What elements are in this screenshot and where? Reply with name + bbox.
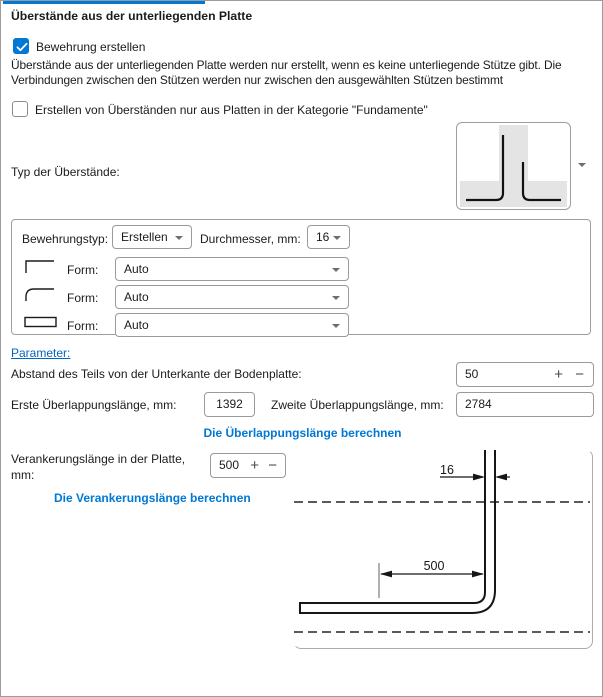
form-value: Auto (124, 290, 149, 304)
form-label: Form: (67, 291, 99, 305)
overhang-type-label: Typ der Überstände: (11, 165, 120, 179)
rebar-settings-group (11, 219, 591, 335)
erste-ueberlappung-label: Erste Überlappungslänge, mm: (11, 398, 177, 412)
chevron-down-icon (175, 236, 183, 240)
chevron-down-icon[interactable] (578, 163, 586, 167)
fundamente-only-checkbox[interactable] (12, 101, 28, 117)
form-label: Form: (67, 319, 99, 333)
active-tab-indicator (3, 1, 205, 4)
zweite-ueberlappung-input[interactable] (456, 392, 594, 417)
rebar-type-value: Erstellen (121, 230, 168, 244)
diameter-dimension-text: 16 (440, 463, 454, 477)
checkmark-icon (14, 39, 28, 55)
decrement-button[interactable]: − (575, 366, 584, 383)
form-select-2[interactable] (115, 285, 349, 309)
diameter-value: 16 (316, 230, 330, 244)
erste-ueberlappung-value: 1392 (216, 397, 243, 411)
abstand-label: Abstand des Teils von der Unterkante der Bodenplatte: (11, 367, 302, 381)
chevron-down-icon (332, 296, 340, 300)
calc-anchor-link[interactable]: Die Verankerungslänge berechnen (54, 491, 251, 505)
form-value: Auto (124, 318, 149, 332)
zweite-ueberlappung-value: 2784 (465, 397, 492, 411)
increment-button[interactable]: + (554, 366, 563, 383)
bewehrung-erstellen-checkbox[interactable] (13, 38, 29, 54)
anchor-length-label-line2: mm: (11, 468, 35, 482)
form-select-1[interactable] (115, 257, 349, 281)
abstand-value: 50 (465, 367, 479, 381)
rebar-anchorage-diagram (294, 450, 592, 648)
rebar-type-label: Bewehrungstyp: (22, 232, 109, 246)
round-bend-bar-icon (25, 288, 55, 302)
anchor-length-label-line1: Verankerungslänge in der Platte, (11, 452, 186, 466)
fundamente-only-label: Erstellen von Überständen nur aus Platten in der Kategorie "Fundamente" (35, 103, 428, 117)
parameter-link[interactable]: Parameter: (11, 346, 71, 360)
form-label: Form: (67, 263, 99, 277)
page-title: Überstände aus der unterliegenden Platte (11, 9, 253, 23)
erste-ueberlappung-input[interactable] (204, 392, 255, 417)
sharp-bend-bar-icon (25, 260, 55, 274)
chevron-down-icon (332, 268, 340, 272)
decrement-button[interactable]: − (268, 457, 277, 474)
chevron-down-icon (332, 324, 340, 328)
column-slab-rebar-icon (457, 123, 570, 209)
overhang-type-select[interactable] (456, 122, 571, 210)
rebar-type-select[interactable] (112, 225, 192, 249)
rebar-diagram-panel (293, 449, 593, 649)
form-value: Auto (124, 262, 149, 276)
straight-bar-icon (24, 316, 57, 328)
abstand-spinner[interactable] (456, 362, 594, 387)
anchor-length-value: 500 (219, 458, 240, 472)
description-text: Überstände aus der unterliegenden Platte werden nur erstellt, wenn es keine unterliegende Stütze gibt. Die Verbindungen zwischen den Stützen werden nur zwischen den ausgewählten Stützen bestimmt (11, 58, 562, 87)
diameter-select[interactable] (307, 225, 350, 249)
anchor-length-spinner[interactable] (210, 453, 286, 478)
calc-overlap-link[interactable]: Die Überlappungslänge berechnen (203, 426, 402, 440)
form-select-3[interactable] (115, 313, 349, 337)
increment-button[interactable]: + (250, 457, 259, 474)
bewehrung-erstellen-label: Bewehrung erstellen (36, 40, 146, 54)
diameter-label: Durchmesser, mm: (200, 232, 301, 246)
chevron-down-icon (333, 236, 341, 240)
zweite-ueberlappung-label: Zweite Überlappungslänge, mm: (271, 398, 444, 412)
anchor-dimension-text: 500 (423, 559, 445, 573)
